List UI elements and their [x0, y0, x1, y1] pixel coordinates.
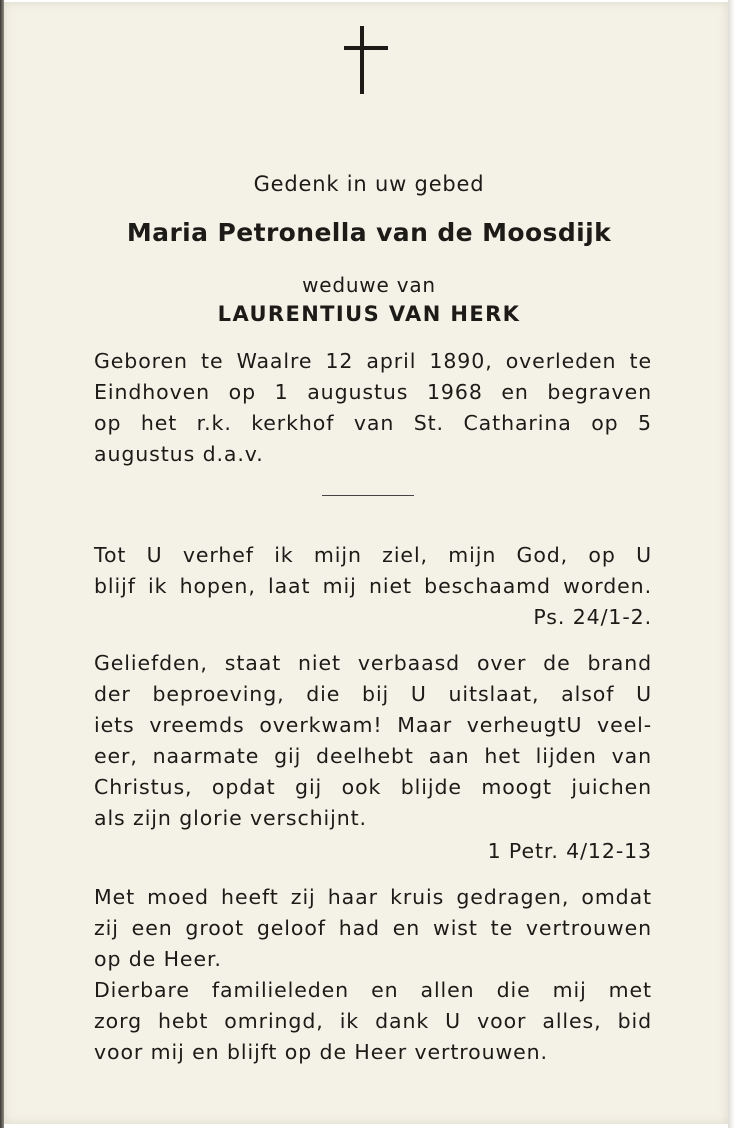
bio-line: Geboren te Waalre 12 april 1890, overleden te: [94, 349, 652, 373]
peter-line: iets vreemds overkwam! Maar verheugtU veel-: [94, 713, 652, 737]
psalm-quote: [94, 540, 652, 633]
peter-line: Christus, opdat gij ook blijde moogt juichen: [94, 775, 652, 799]
cross-icon: [340, 26, 390, 98]
closing-paragraph: [94, 882, 652, 1068]
closing-line: Dierbare familieleden en allen die mij met: [94, 978, 652, 1002]
peter-reference: 1 Petr. 4/12-13: [487, 839, 652, 863]
closing-line: voor mij en blijft op de Heer vertrouwen.: [94, 1040, 548, 1064]
memorial-card: [4, 2, 728, 1124]
closing-line: zorg hebt omringd, ik dank U voor alles, bid: [94, 1009, 652, 1033]
divider: [322, 495, 414, 496]
closing-line: op de Heer.: [94, 947, 222, 971]
bio-line: op het r.k. kerkhof van St. Catharina op 5: [94, 411, 652, 435]
peter-quote: [94, 648, 652, 867]
relation-text: weduwe van: [302, 273, 436, 297]
bio-paragraph: [94, 346, 652, 470]
peter-line: eer, naarmate gij deelhebt aan het lijden van: [94, 744, 652, 768]
husband-name: LAURENTIUS VAN HERK: [217, 302, 521, 326]
psalm-reference: Ps. 24/1-2.: [533, 605, 652, 629]
header-text: Gedenk in uw gebed: [253, 172, 485, 196]
deceased-name: Maria Petronella van de Moosdijk: [126, 218, 612, 247]
closing-line: zij een groot geloof had en wist te vertrouwen: [94, 916, 652, 940]
bio-line: Eindhoven op 1 augustus 1968 en begraven: [94, 380, 652, 404]
closing-line: Met moed heeft zij haar kruis gedragen, omdat: [94, 885, 652, 909]
psalm-line: blijf ik hopen, laat mij niet beschaamd worden.: [94, 574, 652, 598]
bio-line: augustus d.a.v.: [94, 442, 264, 466]
peter-line: als zijn glorie verschijnt.: [94, 806, 367, 830]
peter-line: der beproeving, die bij U uitslaat, alsof U: [94, 682, 652, 706]
psalm-line: Tot U verhef ik mijn ziel, mijn God, op U: [94, 543, 652, 567]
page-right-margin: [728, 0, 735, 1128]
peter-line: Geliefden, staat niet verbaasd over de brand: [94, 651, 652, 675]
